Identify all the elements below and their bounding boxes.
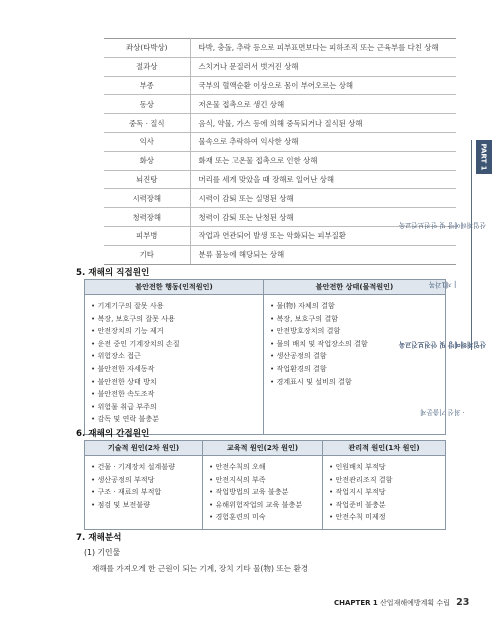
educational-cause-header: 교육적 원인(2차 원인): [203, 441, 323, 456]
list-item: • 불안전한 속도조작: [91, 389, 155, 399]
definition-term: 기타: [104, 245, 190, 264]
page-footer: [334, 597, 469, 608]
list-item: • 경계표시 및 설비의 결함: [270, 376, 352, 386]
definition-description: 머리를 세게 맞았을 때 장해로 일어난 상해: [190, 170, 456, 189]
list-item: • 불안전한 자세동작: [91, 363, 155, 373]
definition-row: [104, 57, 456, 76]
section-6-heading: 6. 재해의 간접원인: [76, 429, 150, 439]
definition-row: [104, 170, 456, 189]
list-item: • 복장, 보호구의 잘못 사용: [91, 313, 175, 323]
list-item: • 감독 및 연락 불충분: [91, 414, 160, 424]
list-item: • 복장, 보호구의 결함: [270, 313, 339, 323]
list-item: • 생산공정의 결함: [270, 351, 327, 361]
definition-description: 물속으로 추락하여 익사한 상해: [190, 132, 456, 151]
list-item: • 안전장치의 기능 제거: [91, 326, 164, 336]
definition-row: [104, 39, 456, 58]
list-item: • 구조 · 재료의 부적합: [91, 487, 162, 497]
definition-description: 국부의 혈액순환 이상으로 몸이 부어오르는 상해: [190, 76, 456, 95]
educational-cause-cell: [203, 456, 323, 530]
indirect-cause-table: [84, 440, 446, 530]
definition-term: 피부병: [104, 226, 190, 245]
definition-term: 뇌진탕: [104, 170, 190, 189]
list-item: • 인원배치 부적당: [329, 462, 386, 471]
definition-description: 분류 불능에 해당되는 상해: [190, 245, 456, 264]
unsafe-condition-cell: [264, 295, 446, 435]
list-item: • 위험물 취급 부주의: [91, 401, 157, 411]
unsafe-action-header: 불안전한 행동(인적원인): [85, 280, 264, 295]
causal-object-definition: 재해를 가져오게 한 근원이 되는 기계, 장치 기타 물(物) 또는 환경: [92, 564, 309, 573]
definition-term: 동상: [104, 95, 190, 114]
section-5-heading: 5. 재해의 직접원인: [76, 268, 150, 278]
technical-cause-header: 기술적 원인(2차 원인): [85, 441, 203, 456]
list-item: • 안전지식의 부족: [209, 474, 266, 484]
definition-description: 청력이 감퇴 또는 난청된 상해: [190, 208, 456, 227]
definition-term: 청력장해: [104, 208, 190, 227]
definition-description: 타박, 충돌, 추락 등으로 피부표면보다는 피하조직 또는 근육부를 다친 상해: [190, 39, 456, 58]
list-item: • 작업방법의 교육 불충분: [209, 487, 289, 497]
side-section-index: [398, 178, 492, 417]
list-item: • 경험훈련의 미숙: [209, 512, 266, 522]
list-item: • 건물 · 기계장치 설계불량: [91, 462, 175, 471]
unsafe-action-cell: [85, 295, 264, 435]
definition-term: 중독 · 질식: [104, 114, 190, 133]
side-text-b: | 제1과목: [428, 280, 456, 289]
list-item: • 작업준비 불충분: [329, 499, 386, 509]
list-item: • 물의 배치 및 작업장소의 결함: [270, 338, 368, 348]
list-item: • 기계기구의 잘못 사용: [91, 301, 164, 310]
definition-description: 음식, 약물, 가스 등에 의해 중독되거나 질식된 상해: [190, 114, 456, 133]
list-item: • 운전 중인 기계장치의 손질: [91, 338, 180, 348]
list-item: • 점검 및 보전불량: [91, 499, 150, 509]
definition-row: [104, 95, 456, 114]
definition-row: [104, 114, 456, 133]
footer-title: 산업재해예방계획 수립: [380, 599, 450, 607]
definition-term: 시력장해: [104, 189, 190, 208]
list-item: • 안전관리조직 결함: [329, 474, 393, 484]
page-number: 23: [456, 597, 470, 608]
direct-cause-table: [84, 279, 446, 435]
section-7-heading: 7. 재해분석: [76, 533, 122, 543]
definition-row: [104, 245, 456, 264]
definition-row: [104, 132, 456, 151]
list-item: • 작업환경의 결함: [270, 363, 327, 373]
definition-term: 익사: [104, 132, 190, 151]
managerial-cause-cell: [323, 456, 446, 530]
list-item: • 유해위험작업의 교육 불충분: [209, 499, 303, 509]
managerial-cause-header: 관리적 원인(1차 원인): [323, 441, 446, 456]
definition-term: 좌상(타박상): [104, 39, 190, 58]
definition-description: 시력이 감퇴 또는 실명된 상해: [190, 189, 456, 208]
educational-cause-list: [209, 461, 322, 524]
causal-object-subheading: (1) 기인물: [84, 548, 121, 557]
list-item: • 안전수칙의 오해: [209, 462, 266, 471]
definition-row: [104, 189, 456, 208]
definition-row: [104, 151, 456, 170]
technical-cause-list: [91, 461, 202, 511]
technical-cause-cell: [85, 456, 203, 530]
definition-description: 화재 또는 고온물 접촉으로 인한 상해: [190, 151, 456, 170]
part-tab: [476, 140, 492, 174]
definition-term: 절과상: [104, 57, 190, 76]
definition-term: 부종: [104, 76, 190, 95]
side-text-d: · 최신 기출문제: [419, 408, 465, 417]
list-item: • 물(物) 자체의 결함: [270, 301, 335, 310]
definition-term: 화상: [104, 151, 190, 170]
footer-chapter: CHAPTER 1: [334, 599, 378, 607]
definition-description: 저온물 접촉으로 생긴 상해: [190, 95, 456, 114]
part-tab-label: PART 1: [480, 143, 489, 171]
definition-description: 스치거나 문질러서 벗겨진 상해: [190, 57, 456, 76]
list-item: • 생산공정의 부적당: [91, 474, 155, 484]
unsafe-condition-header: 불안전한 상태(물적원인): [264, 280, 446, 295]
list-item: • 위험장소 접근: [91, 351, 141, 361]
list-item: • 불안전한 상태 방치: [91, 376, 157, 386]
side-text-c: 산업재해예방 및 안전보건교육: [398, 340, 486, 349]
unsafe-action-list: [91, 300, 263, 426]
list-item: • 안전방호장치의 결함: [270, 326, 341, 336]
list-item: • 안전수칙 미제정: [329, 512, 386, 522]
side-text-a: 산업재해예방 및 안전보건교육: [398, 221, 486, 230]
definition-description: 작업과 연관되어 발생 또는 악화되는 피부질환: [190, 226, 456, 245]
definition-row: [104, 76, 456, 95]
managerial-cause-list: [329, 461, 445, 524]
list-item: • 작업지시 부적당: [329, 487, 386, 497]
